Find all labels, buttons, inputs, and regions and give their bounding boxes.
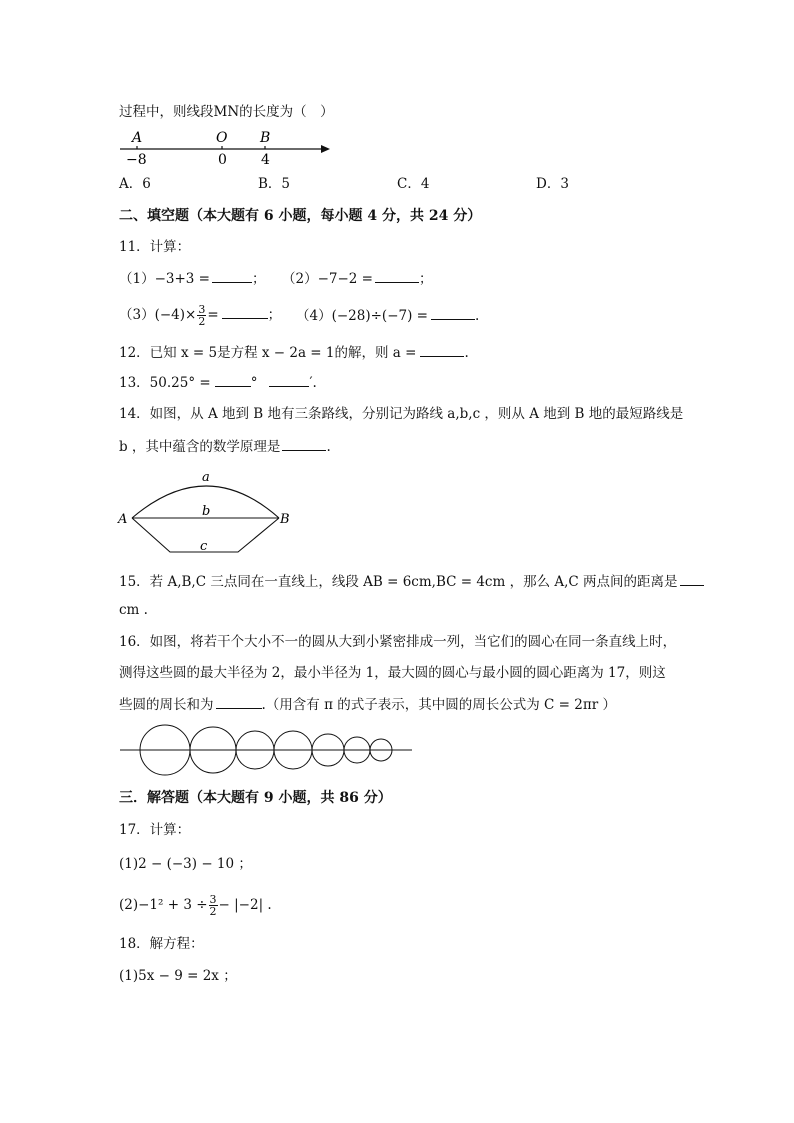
label-a: a: [202, 470, 210, 485]
value-A: −8: [126, 152, 147, 168]
answer-blank: [222, 305, 268, 319]
q10-option-a: A．6: [119, 176, 151, 192]
q11-part3: （3）(−4)× $\frac{3}{2}$ = ；: [119, 303, 282, 328]
fraction: $\frac{3}{2}$: [209, 893, 217, 918]
q16-line2: 测得这些圆的最大半径为 2，最小半径为 1，最大圆的圆心与最小圆的圆心距离为 17，则这: [119, 665, 666, 681]
q18-part1: (1)5x − 9 = 2x ；: [119, 968, 237, 984]
label-point-A: A: [118, 512, 128, 527]
number-line-figure: [118, 126, 338, 166]
answer-blank: [420, 343, 464, 357]
label-point-B: B: [280, 512, 290, 527]
label-A: A: [132, 130, 143, 146]
q14-line2: b ，其中蕴含的数学原理是 .: [119, 439, 331, 455]
q13-line: 13．50.25° = ° ′.: [119, 375, 317, 391]
q10-option-b: B．5: [258, 176, 291, 192]
answer-blank: [680, 572, 704, 586]
answer-blank: [216, 695, 262, 709]
answer-blank: [282, 437, 326, 451]
fraction: $\frac{3}{2}$: [198, 303, 206, 328]
answer-blank: [269, 373, 309, 387]
q11-part2: （2）−7−2 = ；: [282, 271, 433, 287]
q15-line1: 15．若 A,B,C 三点同在一直线上，线段 AB = 6cm,BC = 4cm ，那么 A,C 两点间的距离是: [119, 572, 704, 591]
q12-line: 12．已知 x = 5是方程 x − 2a = 1的解，则 a = .: [119, 345, 469, 361]
q15-line2: cm .: [119, 602, 148, 618]
number-line-arrowhead: [321, 145, 330, 153]
value-B: 4: [261, 152, 270, 168]
label-b: b: [202, 504, 211, 519]
label-O: O: [216, 130, 228, 146]
q11-part4: （4）(−28)÷(−7) = .: [296, 308, 480, 324]
q17-part1: (1)2 − (−3) − 10 ；: [119, 856, 252, 872]
q10-option-d: D．3: [536, 176, 569, 192]
q10-stem-tail: 过程中，则线段MN的长度为（ ）: [119, 104, 334, 120]
q11-stem: 11．计算：: [119, 239, 191, 255]
answer-blank: [212, 269, 252, 283]
q17-stem: 17．计算：: [119, 822, 191, 838]
answer-blank: [375, 269, 419, 283]
answer-blank: [215, 373, 251, 387]
label-B: B: [260, 130, 271, 146]
circles-figure: [118, 724, 418, 779]
q10-option-c: C．4: [397, 176, 430, 192]
q17-part2: (2)−1² + 3 ÷ $\frac{3}{2}$ − |−2| .: [119, 893, 272, 918]
answer-blank: [431, 306, 475, 320]
q16-line3: 些圆的周长和为 .（用含有 π 的式子表示，其中圆的周长公式为 C = 2πr ）: [119, 697, 616, 713]
routes-figure: [115, 468, 300, 558]
section3-heading: 三．解答题（本大题有 9 小题，共 86 分）: [119, 790, 392, 806]
value-O: 0: [218, 152, 227, 168]
q11-part1: （1）−3+3 = ；: [119, 271, 266, 287]
section2-heading: 二、填空题（本大题有 6 小题，每小题 4 分，共 24 分）: [119, 208, 482, 224]
q14-line1: 14．如图，从 A 地到 B 地有三条路线，分别记为路线 a,b,c ，则从 A 地到 B 地的最短路线是: [119, 406, 684, 422]
q16-line1: 16．如图，将若干个大小不一的圆从大到小紧密排成一列，当它们的圆心在同一条直线上时，: [119, 634, 677, 650]
q18-stem: 18．解方程：: [119, 936, 204, 952]
label-c: c: [200, 539, 208, 554]
